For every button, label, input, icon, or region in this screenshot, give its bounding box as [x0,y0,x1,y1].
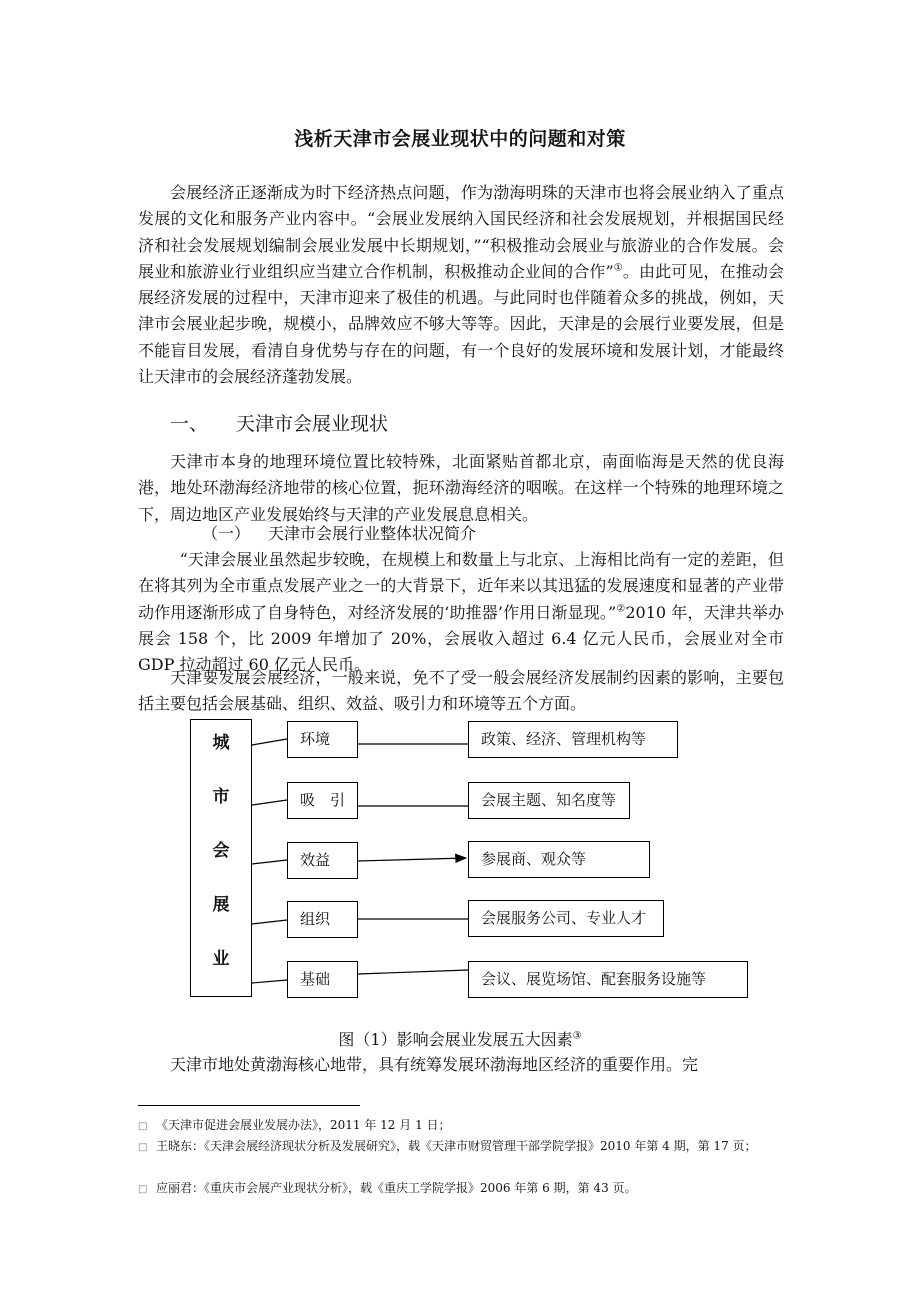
factor-box-environment: 环境 [287,721,358,758]
root-char: 展 [212,895,230,915]
factors-paragraph: 天津要发展会展经济，一般来说，免不了受一般会展经济发展制约因素的影响，主要包括主要包括会展基础、组织、效益、吸引力和环境等五个方面。 [138,668,784,714]
footnote-text: 王晓东：《天津会展经济现状分析及发展研究》，载《天津市财贸管理干部学院学报》2010 年第 4 期，第 17 页； [156,1139,757,1153]
intro-text-rest: 。由此可见，在推动会展经济发展的过程中，天津市迎来了极佳的机遇。与此同时也伴随着众多的挑战，例如，天津市会展业起步晚，规模小，品牌效应不够大等等。因此，天津是的会展行业要发展，但是不能盲目发展，看清自身优势与存在的问题，有一个良好的发展环境和发展计划，才能最终让天津市的会展经济蓬勃发展。 [138,261,784,387]
footnote-1 [138,1115,784,1137]
footnote-divider [138,1105,360,1106]
factor-box-benefit: 效益 [287,842,358,879]
footnote-ref-2: ② [616,603,626,615]
connector-root-foundation [252,980,287,983]
connector-benefit-detail [358,858,466,861]
factor-box-foundation: 基础 [287,961,358,998]
connector-root-environment [252,739,287,745]
connector-foundation-detail [358,970,468,974]
detail-box-environment: 政策、经济、管理机构等 [468,721,678,758]
caption-text: 图（1）影响会展业发展五大因素 [338,1030,573,1049]
section1-paragraph: 天津市本身的地理环境位置比较特殊，北面紧贴首都北京，南面临海是天然的优良海港，地处环渤海经济地带的核心位置，扼环渤海经济的咽喉。在这样一个特殊的地理环境之下，周边地区产业发展始终与天津的产业发展息息相关。 [138,452,784,524]
intro-paragraph [138,180,784,390]
footnote-text: 应丽君：《重庆市会展产业现状分析》，载《重庆工学院学报》2006 年第 6 期，第 43 页。 [156,1181,637,1195]
intro-text: 会展经济正逐渐成为时下经济热点问题，作为渤海明珠的天津市也将会展业纳入了重点发展的文化和服务产业内容中。“会展业发展纳入国民经济和社会发展规划，并根据国民经济和社会发展规划编制会展业发展中长期规划，”“积极推动会展业与旅游业的合作发展。会展业和旅游业行业组织应当建立合作机制，积极推动企业间的合作” [138,183,784,281]
root-char: 城 [212,733,230,753]
section-number: 一、 [170,413,209,435]
section-heading-1 [170,409,388,439]
figure-caption [0,1027,920,1050]
footnote-ref-3: ③ [572,1030,582,1042]
last-paragraph: 天津市地处黄渤海核心地带，具有统筹发展环渤海地区经济的重要作用。完 [170,1055,699,1074]
page-title: 浅析天津市会展业现状中的问题和对策 [294,128,626,150]
connector-root-benefit [252,860,287,864]
root-char: 业 [212,949,230,969]
footnote-2 [138,1136,784,1158]
section-title: 天津市会展业现状 [236,413,389,435]
footnote-ref-1: ① [613,262,623,274]
root-char: 市 [212,787,230,807]
factor-box-organization: 组织 [287,901,358,938]
connector-root-attraction [252,800,287,805]
quote-text: “天津会展业虽然起步较晚，在规模上和数量上与北京、上海相比尚有一定的差距，但在将其列为全市重点发展产业之一的大背景下，近年来以其迅猛的发展速度和显著的产业带动作用逐渐形成了自身特色，对经济发展的‘助推器’作用日渐显现。” [138,550,784,622]
root-char: 会 [212,841,230,861]
diagram-root-box [190,719,252,997]
subsection-number: （一） [202,524,251,543]
subsection-heading-1 [202,522,476,546]
footnote-text: 《天津市促进会展业发展办法》，2011 年 12 月 1 日； [156,1118,451,1132]
subsection-title: 天津市会展行业整体状况简介 [268,524,477,543]
factor-box-attraction: 吸 引 [287,782,358,819]
detail-box-attraction: 会展主题、知名度等 [468,782,630,819]
footnote-mark: □ [138,1142,148,1153]
quote-text-rest: 2010 年，天津共举办展会 158 个，比 2009 年增加了 20%，会展收入超过 6.4 亿元人民币，会展业对全市 GDP 拉动超过 60 亿元人民币。 [138,602,784,675]
footnote-mark: □ [138,1121,148,1132]
detail-box-benefit: 参展商、观众等 [468,841,650,878]
footnote-mark: □ [138,1184,148,1195]
connector-root-organization [252,920,287,924]
detail-box-foundation: 会议、展览场馆、配套服务设施等 [468,961,748,998]
footnote-3 [138,1178,784,1200]
quote-paragraph [138,547,784,678]
detail-box-organization: 会展服务公司、专业人才 [468,900,664,937]
